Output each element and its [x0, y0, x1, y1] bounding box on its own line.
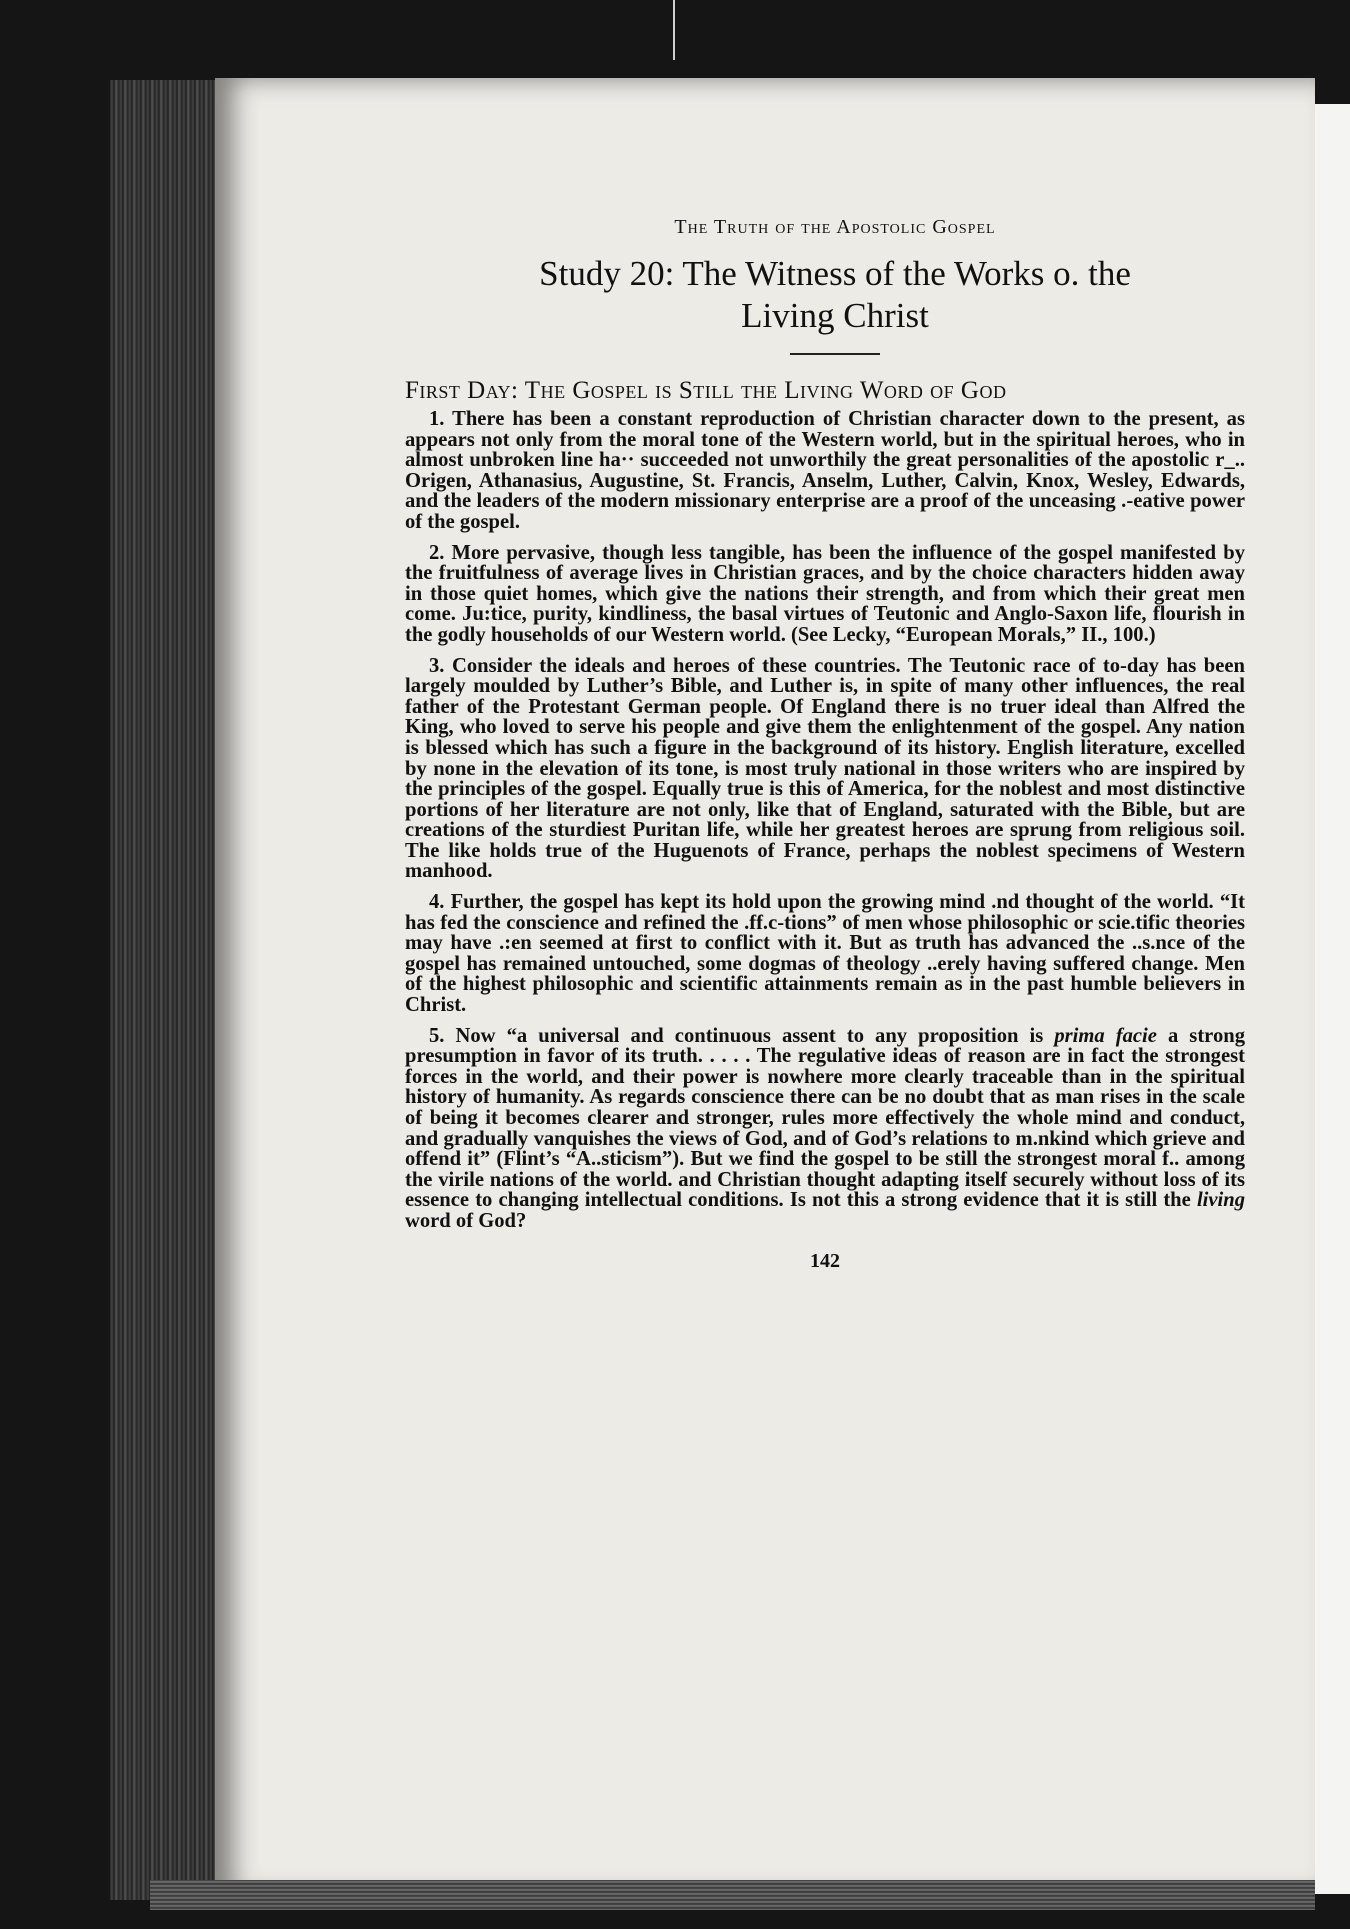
paragraph-5-italic-2: living — [1196, 1189, 1245, 1212]
study-title — [425, 253, 1245, 337]
title-rule — [790, 353, 880, 355]
page-content — [405, 216, 1245, 1273]
paragraph-5-part-1: 5. Now “a universal and continuous assent to any proposition is — [429, 1024, 1055, 1047]
paragraph-2: 2. More pervasive, though less tangible, has been the influence of the gospel manifested by the fruitfulness of average lives in Christian graces, and by the choice characters hidden away in those quiet homes, which give the nations their strength, and from which their great men come. Ju:tice, purity, kindliness, the basal virtues of Teutonic and Anglo-Saxon life, flourish in the godly households of our Western world. (See Lecky, “European Morals,” II., 100.) — [405, 541, 1245, 646]
day-heading: First Day: The Gospel is Still the Living Word of God — [405, 377, 1007, 404]
study-title-line-2: Living Christ — [741, 296, 929, 335]
paragraph-5-part-2: a strong presumption in favor of its truth. . . . . The regulative ideas of reason are in fact the strongest forces in the world, and their power is nowhere more clearly traceable than in the spiritual history of humanity. As regards conscience there can be no doubt that as man rises in the scale of being it becomes clearer and stronger, rules more effectively the whole mind and conduct, and gradually vanquishes the views of God, and of God’s relations to m.nkind which grieve and offend it” (Flint’s “A..sticism”). But we find the gospel to be still the strongest moral f.. among the virile nations of the world. and Christian thought adapting itself securely without loss of its essence to changing intellectual conditions. Is not this a strong evidence that it is still the — [405, 1024, 1245, 1212]
gutter-line — [673, 0, 675, 60]
paragraph-5-end: word of God? — [405, 1209, 527, 1232]
paragraph-5-italic-1: prima facie — [1054, 1024, 1157, 1047]
paragraph-1: 1. There has been a constant reproduction of Christian character down to the present, as appears not only from the moral tone of the Western world, but in the spiritual heroes, who in almost unbroken line ha·· succeeded not unworthily the great personalities of the apostolic r_.. Origen, Athanasius, Augustine, St. Francis, Anselm, Luther, Calvin, Knox, Wesley, Edwards, and the leaders of the modern missionary enterprise are a proof of the unceasing .-eative power of the gospel. — [405, 408, 1245, 533]
book-page-stack — [110, 80, 220, 1900]
running-head: The Truth of the Apostolic Gospel — [674, 216, 996, 238]
paragraph-5 — [405, 1026, 1245, 1232]
paragraph-4: 4. Further, the gospel has kept its hold upon the growing mind .nd thought of the world. “It has fed the conscience and refined the .ff.c-tions” of men whose philosophic or scie.tific theories may have .:en seemed at first to conflict with it. But as truth has advanced the ..s.nce of the gospel has remained untouched, some dogmas of theology ..erely having suffered change. Men of the highest philosophic and scientific attainments remain as in the past humble believers in Christ. — [405, 891, 1245, 1017]
facing-page-edge — [1315, 104, 1350, 1894]
paragraph-3: 3. Consider the ideals and heroes of these countries. The Teutonic race of to-day has been largely moulded by Luther’s Bible, and Luther is, in spite of many other influences, the real father of the Protestant German people. Of England there is no truer ideal than Alfred the King, who loved to serve his people and give them the enlightenment of the gospel. Any nation is blessed which has such a figure in the background of its history. English literature, excelled by none in the elevation of its tone, is most truly national in those writers who are inspired by the principles of the gospel. Equally true is this of America, for the noblest and most distinctive portions of her literature are not only, like that of England, saturated with the Bible, but are creations of the sturdiest Puritan life, while her greatest heroes are sprung from religious soil. The like holds true of the Huguenots of France, perhaps the noblest specimens of Western manhood. — [405, 654, 1245, 883]
study-title-line-1: Study 20: The Witness of the Works o. the — [539, 254, 1131, 293]
page-bottom-edges — [150, 1880, 1315, 1910]
page-number: 142 — [810, 1249, 840, 1272]
